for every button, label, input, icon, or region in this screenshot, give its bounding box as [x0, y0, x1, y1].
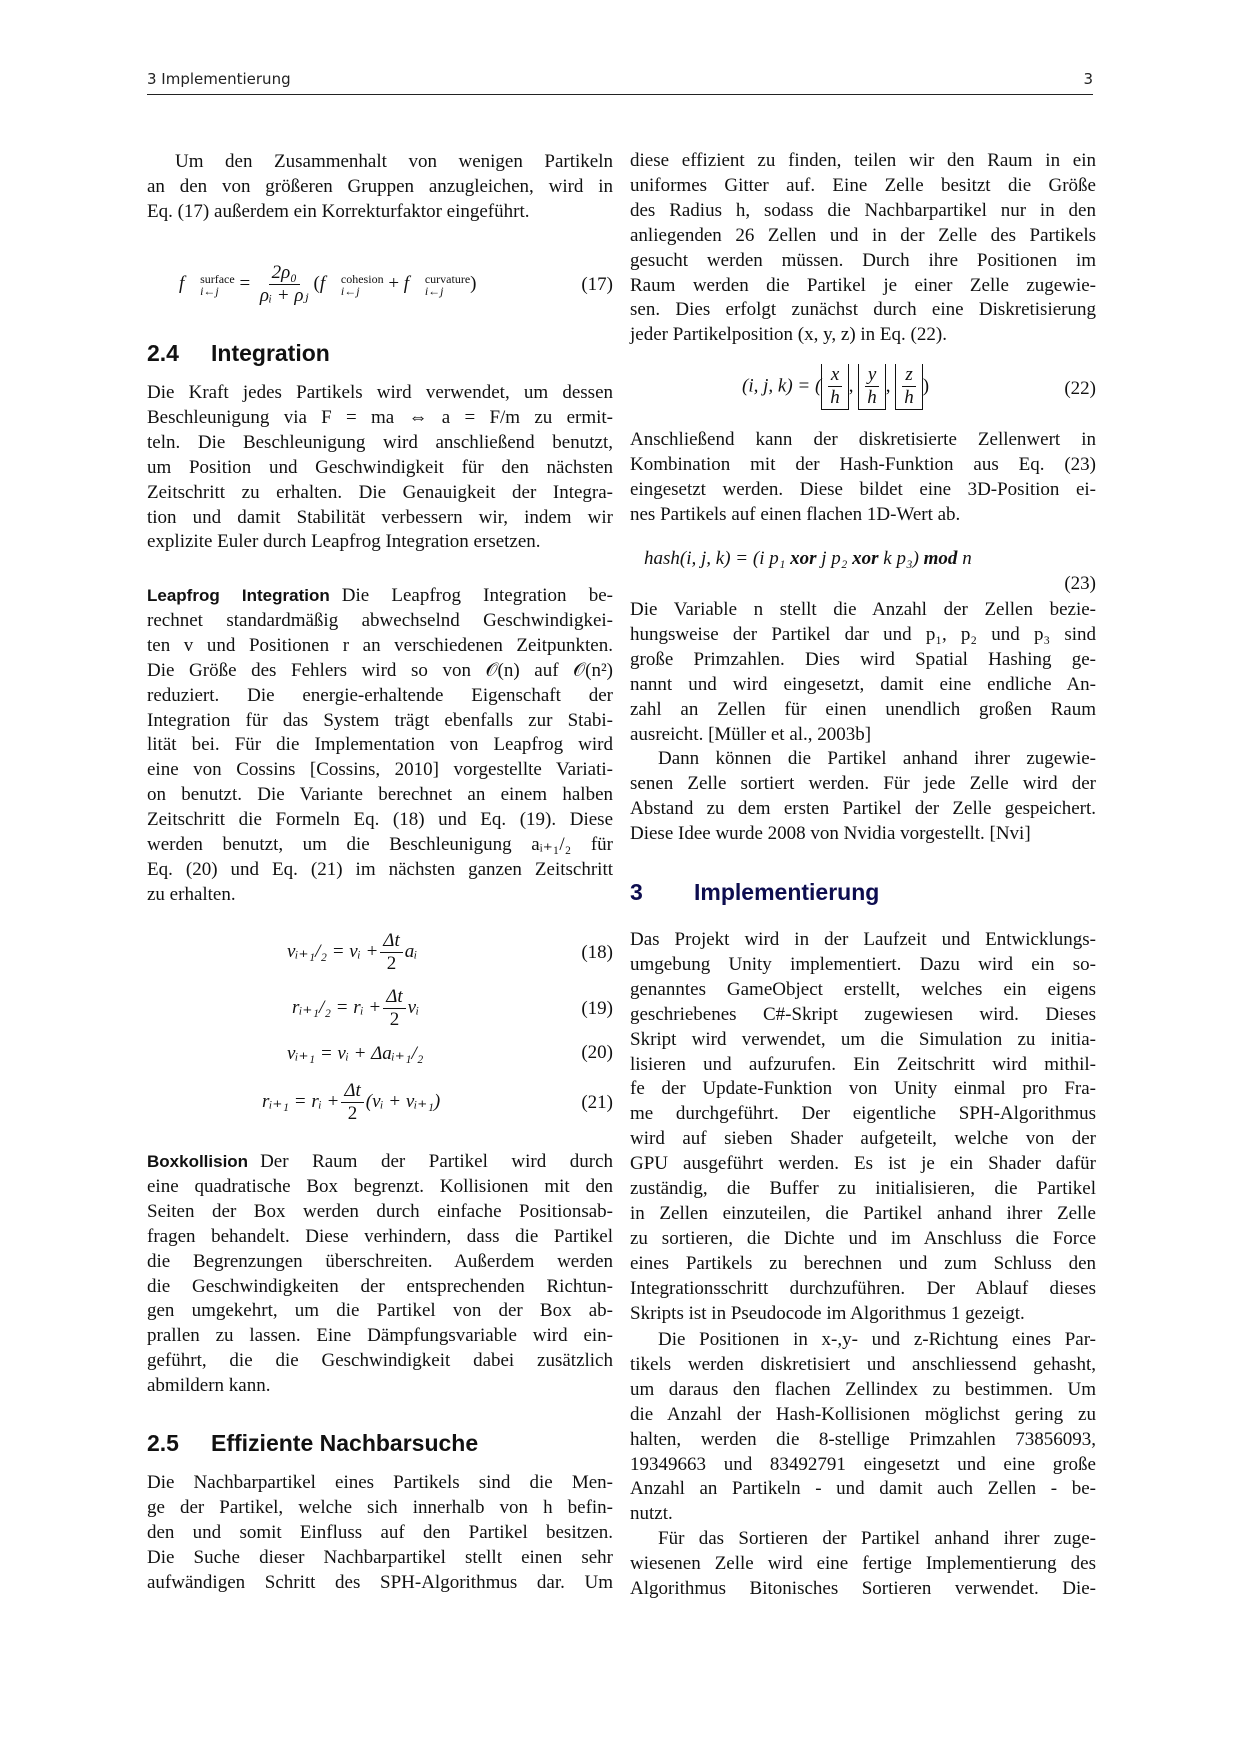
- line-text: explizite Euler durch Leapfrog Integration ersetzen.: [147, 531, 541, 553]
- text-line: [630, 1252, 1096, 1277]
- equation-part: [292, 986, 419, 1031]
- text-line: [630, 723, 1096, 748]
- paragraph: [630, 928, 1096, 1327]
- text-line: [147, 150, 613, 175]
- text-line: [630, 428, 1096, 453]
- equation-part: f⃗: [319, 272, 340, 294]
- equation-part: i←j: [340, 283, 360, 298]
- text-line: [147, 1275, 613, 1300]
- line-text: Die Suche dieser Nachbarpartikel stellt einen sehr: [147, 1546, 613, 1568]
- line-text: wiesenen Zelle wird eine fertige Implementierung des: [630, 1552, 1096, 1574]
- line-text: eine quadratische Box begrenzt. Kollisionen mit den: [147, 1175, 613, 1197]
- line-text: zu sortieren, die Dichte und im Anschluss die Force: [630, 1227, 1096, 1249]
- text-line: [630, 598, 1096, 623]
- text-line: [147, 1324, 613, 1349]
- text-line: [147, 1374, 613, 1399]
- line-text: geführt, die die Geschwindigkeit dabei zusätzlich: [147, 1350, 613, 1372]
- text-line: [147, 808, 613, 833]
- text-line: [147, 659, 613, 684]
- run-in-heading: Leapfrog Integration: [147, 586, 330, 605]
- run-in-heading: Boxkollision: [147, 1152, 249, 1171]
- equation-19: [147, 986, 613, 1030]
- text-line: [630, 797, 1096, 822]
- equation-part: aᵢ: [404, 940, 418, 962]
- text-line: [630, 1527, 1096, 1552]
- equation-part: ,: [848, 375, 854, 397]
- equation-part: Δt: [380, 930, 402, 953]
- line-text: Raum werden die Partikel je einer Zelle zugewie-: [630, 274, 1096, 296]
- line-text: uniformes Gitter auf. Eine Zelle besitzt die Größe: [630, 174, 1096, 196]
- equation-part: [644, 548, 972, 570]
- equation-part: z: [902, 364, 915, 387]
- text-line: [630, 1028, 1096, 1053]
- equation-part: i←j: [424, 283, 444, 298]
- section-heading-3: 3 Implementierung: [630, 879, 880, 905]
- paragraph-leapfrog: [147, 584, 613, 908]
- equation-part: =: [239, 272, 251, 294]
- line-text: Um den Zusammenhalt von wenigen Partikeln: [175, 151, 613, 172]
- text-line: [630, 298, 1096, 323]
- text-line: [147, 381, 613, 406]
- equation-part: rᵢ₊₁ = rᵢ +: [262, 1090, 340, 1112]
- text-line: [630, 478, 1096, 503]
- equation-part: rᵢ₊₁/₂ = rᵢ +: [292, 996, 382, 1018]
- text-line: [147, 1471, 613, 1496]
- line-text: zuständig, die Buffer zu initialisieren, die Partikel: [630, 1178, 1096, 1200]
- line-text: lität bei. Für die Implementation von Leapfrog wird: [147, 734, 613, 756]
- equation-part: surface: [200, 271, 235, 286]
- line-text: ten v und Positionen r an verschiedenen Zeitpunkten.: [147, 634, 613, 656]
- line-text: des Radius h, sodass die Nachbarpartikel nur in den: [630, 199, 1096, 221]
- text-line: [630, 1127, 1096, 1152]
- line-text: die Begrenzungen überschreiten. Außerdem werden: [147, 1250, 613, 1272]
- text-line: [147, 883, 613, 908]
- equation-part: vᵢ₊₁/₂ = vᵢ +: [287, 940, 379, 962]
- text-line: [630, 1453, 1096, 1478]
- equation-part: [262, 1080, 440, 1125]
- line-text: Eq. (17) außerdem ein Korrekturfaktor eingeführt.: [147, 200, 530, 222]
- equation-part: (18): [581, 942, 613, 963]
- line-text: hungsweise der Partikel dar und p₁, p₂ und p₃ sind: [630, 623, 1096, 645]
- paragraph: [630, 149, 1096, 348]
- equation-part: Δt: [341, 1080, 363, 1103]
- line-text: ge der Partikel, welche sich innerhalb von h befin-: [147, 1496, 613, 1518]
- line-text: Die Kraft jedes Partikels wird verwendet, um dessen: [147, 382, 613, 403]
- line-text: den und somit Einfluss auf den Partikel besitzen.: [147, 1521, 613, 1543]
- text-line: [147, 406, 613, 431]
- line-text: GPU ausgeführt werden. Es ist je ein Shader dafür: [630, 1153, 1096, 1175]
- equation-part: [901, 364, 917, 409]
- text-line: [630, 1552, 1096, 1577]
- line-text: Das Projekt wird in der Laufzeit und Entwicklungs-: [630, 929, 1096, 950]
- equation-part: [821, 364, 849, 410]
- line-text: jeder Partikelposition (x, y, z) in Eq. (22).: [630, 324, 947, 346]
- text-line: [630, 503, 1096, 528]
- line-text: an den von größeren Gruppen anzugleichen, wird in: [147, 175, 613, 197]
- text-line: [630, 1077, 1096, 1102]
- text-line: [147, 733, 613, 758]
- equation-part: [341, 273, 384, 297]
- paragraph-boxkollision: [147, 1150, 613, 1399]
- equation-part: x: [828, 364, 842, 387]
- equation-part: xor: [852, 548, 879, 569]
- line-text: Die Variable n stellt die Anzahl der Zellen bezie-: [630, 599, 1096, 620]
- line-text: teln. Die Beschleunigung wird anschließend benutzt,: [147, 431, 613, 453]
- equation-part: xor: [790, 548, 817, 569]
- equation-part: [200, 273, 235, 297]
- equation-part: 2ρ₀: [269, 262, 300, 285]
- text-line: [147, 506, 613, 531]
- equation-part: f⃗: [179, 272, 200, 294]
- equation-part: vᵢ₊₁ = vᵢ + Δaᵢ₊₁/₂: [287, 1043, 424, 1064]
- equation-part: ): [922, 375, 930, 397]
- line-text: eingesetzt werden. Diese bildet eine 3D-Position ei-: [630, 478, 1096, 500]
- equation-part: 2: [389, 1009, 400, 1030]
- equation-part: ,: [885, 375, 891, 397]
- equation-part: mod: [923, 548, 958, 569]
- equation-part: (: [313, 272, 320, 294]
- text-line: [147, 634, 613, 659]
- line-text: senen Zelle sortiert werden. Für jede Zelle wird der: [630, 772, 1096, 794]
- text-line: [147, 1250, 613, 1275]
- line-text: nes Partikels auf einen flachen 1D-Wert ab.: [630, 503, 961, 525]
- line-text: halten, werden die 8-stellige Primzahlen 73856093,: [630, 1428, 1096, 1450]
- equation-part: [179, 262, 476, 307]
- equation-part: [895, 364, 923, 410]
- text-line: [147, 530, 613, 555]
- equation-part: 2: [347, 1103, 358, 1124]
- equation-23: [630, 548, 1096, 598]
- text-line: [147, 1496, 613, 1521]
- line-text: lisieren und aufzurufen. Ein Zeitschritt wird mithil-: [630, 1053, 1096, 1075]
- equation-number: (17): [581, 274, 613, 295]
- line-text: eines Partikels zu berechnen und zum Schluss den: [630, 1252, 1096, 1274]
- section-heading-2-5: 2.5 Effiziente Nachbarsuche: [147, 1430, 479, 1456]
- text-line: [630, 1353, 1096, 1378]
- line-text: rechnet standardmäßig abwechselnd Geschwindigkei-: [147, 609, 613, 631]
- text-line: [147, 481, 613, 506]
- text-line: [630, 323, 1096, 348]
- text-line: [630, 928, 1096, 953]
- line-text: nutzt.: [630, 1503, 673, 1525]
- equation-part: j p₂: [821, 548, 848, 569]
- text-line: [147, 175, 613, 200]
- line-text: die Geschwindigkeiten der entsprechenden Richtun-: [147, 1275, 613, 1297]
- text-line: [630, 224, 1096, 249]
- line-text: Integration für das System trägt ebenfalls zur Stabi-: [147, 709, 613, 731]
- equation-20: [147, 1042, 613, 1082]
- equation-part: [742, 364, 929, 410]
- line-text: werden benutzt, um die Beschleunigung aᵢ₊₁/₂ für: [147, 834, 613, 856]
- text-line: [147, 1521, 613, 1546]
- text-line: [630, 249, 1096, 274]
- line-text: Anschließend kann der diskretisierte Zellenwert in: [630, 429, 1096, 450]
- text-line: [147, 758, 613, 783]
- text-line: [630, 1328, 1096, 1353]
- line-text: geschriebenes C#-Skript zugewiesen wird. Dieses: [630, 1003, 1096, 1025]
- equation-part: h: [867, 387, 877, 408]
- text-line: [630, 623, 1096, 648]
- equation-part: [380, 930, 402, 975]
- equation-part: hash(i, j, k) = (i p₁: [644, 548, 786, 569]
- line-text: Für das Sortieren der Partikel anhand ihrer zuge-: [658, 1528, 1096, 1549]
- line-text: 19349663 und 83492791 eingesetzt und eine große: [630, 1453, 1096, 1475]
- text-line: [630, 772, 1096, 797]
- text-line: [147, 783, 613, 808]
- line-text: abmildern kann.: [147, 1375, 271, 1397]
- text-line: [630, 1477, 1096, 1502]
- equation-part: (21): [581, 1092, 613, 1113]
- text-line: [147, 1200, 613, 1225]
- line-text: Zeitschritt zu erhalten. Die Genauigkeit der Integra-: [147, 481, 613, 503]
- equation-17: [147, 262, 613, 306]
- line-text: Skript wird verwendet, um die Simulation zu initia-: [630, 1028, 1096, 1050]
- paragraph: [147, 381, 613, 555]
- text-line: [147, 1150, 613, 1175]
- equation-part: [858, 364, 886, 410]
- text-line: [147, 684, 613, 709]
- equation-part: [827, 364, 843, 409]
- header-rule: [147, 94, 1093, 95]
- equation-part: i←j: [200, 283, 219, 298]
- line-text: Seiten der Box werden durch einfache Positionsab-: [147, 1200, 613, 1222]
- text-line: [147, 431, 613, 456]
- line-text: Skripts ist in Pseudocode im Algorithmus 1 gezeigt.: [630, 1302, 1025, 1324]
- line-text: on benutzt. Die Variante berechnet an einem halben: [147, 784, 613, 806]
- equation-part: curvature: [424, 271, 471, 286]
- text-line: [630, 978, 1096, 1003]
- line-text: reduziert. Die energie-erhaltende Eigenschaft der: [147, 684, 613, 706]
- equation-part: +: [388, 272, 400, 294]
- line-text: Kombination mit der Hash-Funktion aus Eq. (23): [630, 453, 1096, 475]
- text-line: [630, 1302, 1096, 1327]
- text-line: [147, 609, 613, 634]
- line-text: Dann können die Partikel anhand ihrer zugewie-: [658, 748, 1096, 769]
- text-line: [147, 1349, 613, 1374]
- line-text: nannt und wird eingesetzt, damit eine endliche An-: [630, 673, 1096, 695]
- running-header-section: 3 Implementierung: [147, 70, 291, 88]
- line-text: große Primzahlen. Dies wird Spatial Hashing ge-: [630, 648, 1096, 670]
- paragraph: [630, 747, 1096, 847]
- line-text: in Zellen einzuteilen, die Partikel anhand ihrer Zelle: [630, 1202, 1096, 1224]
- text-line: [630, 1003, 1096, 1028]
- text-line: [630, 747, 1096, 772]
- equation-part: (19): [581, 998, 613, 1019]
- text-line: [630, 274, 1096, 299]
- text-line: [630, 1577, 1096, 1602]
- line-text: Die Positionen in x-,y- und z-Richtung eines Par-: [658, 1329, 1096, 1350]
- line-text: wird auf sieben Shader aufgeteilt, welche von der: [630, 1128, 1096, 1150]
- text-line: [147, 1546, 613, 1571]
- line-text: tion und damit Stabilität verbessern wir, indem wir: [147, 506, 613, 528]
- text-line: [630, 1177, 1096, 1202]
- text-line: [630, 1502, 1096, 1527]
- line-text: Zeitschritt die Formeln Eq. (18) und Eq. (19). Diese: [147, 809, 613, 831]
- page-number: 3: [1083, 70, 1093, 88]
- equation-part: [425, 273, 470, 297]
- text-line: [630, 1227, 1096, 1252]
- text-line: [147, 1225, 613, 1250]
- equation-18: [147, 930, 613, 974]
- line-text: Die Nachbarpartikel eines Partikels sind die Men-: [147, 1472, 613, 1493]
- equation-part: (22): [1064, 378, 1096, 399]
- line-text: aufwändigen Schritt des SPH-Algorithmus dar. Um: [147, 1571, 613, 1593]
- line-text: die Anzahl der Hash-Kollisionen möglichst gering zu: [630, 1403, 1096, 1425]
- equation-21: [147, 1080, 613, 1124]
- line-text: Integrationsschritt durchzuführen. Der Ablauf dieses: [630, 1277, 1096, 1299]
- paragraph: [147, 150, 613, 225]
- equation-part: [383, 986, 405, 1031]
- line-text: Algorithmus Bitonisches Sortieren verwendet. Die-: [630, 1577, 1096, 1599]
- line-text: Beschleunigung via F = ma ⇔ a = F/m zu ermit-: [147, 406, 613, 428]
- line-text: me durchgeführt. Der eigentliche SPH-Algorithmus: [630, 1103, 1096, 1125]
- text-line: [147, 584, 613, 609]
- line-text: gesucht werden müssen. Durch ihre Positionen im: [630, 249, 1096, 271]
- equation-part: Δt: [383, 986, 405, 1009]
- line-text: tikels werden diskretisiert und anschliessend gehasht,: [630, 1353, 1096, 1375]
- equation-part: h: [830, 387, 840, 408]
- paragraph: [630, 598, 1096, 747]
- equation-part: cohesion: [340, 271, 384, 286]
- paragraph: [630, 1328, 1096, 1527]
- text-line: [147, 200, 613, 225]
- equation-part: [341, 1080, 363, 1125]
- line-text: zu erhalten.: [147, 883, 236, 905]
- line-text: genanntes GameObject erstellt, welches ein eigens: [630, 978, 1096, 1000]
- line-text: Eq. (20) und Eq. (21) im nächsten ganzen Zeitschritt: [147, 858, 613, 880]
- text-line: [630, 1428, 1096, 1453]
- text-line: [630, 199, 1096, 224]
- line-text: eine von Cossins [Cossins, 2010] vorgestellte Variati-: [147, 759, 613, 781]
- equation-part: (20): [581, 1042, 613, 1063]
- line-text: umgebung Unity implementiert. Dazu wird ein so-: [630, 953, 1096, 975]
- text-line: [630, 673, 1096, 698]
- line-text: prallen zu lassen. Eine Dämpfungsvariable wird ein-: [147, 1325, 613, 1347]
- equation-part: k p₃): [883, 548, 919, 569]
- line-text: Anzahl an Partikeln - und damit auch Zellen - be-: [630, 1478, 1096, 1500]
- text-line: [630, 1202, 1096, 1227]
- text-line: [147, 456, 613, 481]
- line-text: diese effizient zu finden, teilen wir den Raum in ein: [630, 150, 1096, 171]
- text-line: [147, 1299, 613, 1324]
- line-text: um Position und Geschwindigkeit für den nächsten: [147, 456, 613, 478]
- equation-part: [257, 262, 312, 307]
- section-heading-2-4: 2.4 Integration: [147, 340, 330, 366]
- line-text: gen umgekehrt, um die Partikel von der Box ab-: [147, 1300, 613, 1322]
- line-text: zahl an Zellen für einen unendlich großen Raum: [630, 698, 1096, 720]
- equation-part: n: [962, 548, 972, 569]
- line-text: um daraus den flachen Zellindex zu bestimmen. Um: [630, 1378, 1096, 1400]
- text-line: [147, 1175, 613, 1200]
- equation-part: (vᵢ + vᵢ₊₁): [365, 1090, 441, 1112]
- text-line: [630, 453, 1096, 478]
- line-text: Diese Idee wurde 2008 von Nvidia vorgestellt. [Nvi]: [630, 822, 1031, 844]
- line-text: Der Raum der Partikel wird durch: [260, 1151, 613, 1172]
- equation-part: ρᵢ + ρⱼ: [259, 285, 309, 306]
- text-line: [630, 698, 1096, 723]
- text-line: [630, 953, 1096, 978]
- line-text: fragen behandelt. Diese verhindern, dass die Partikel: [147, 1225, 613, 1247]
- equation-part: [864, 364, 880, 409]
- equation-part: [287, 930, 417, 975]
- line-text: sen. Dies erfolgt zunächst durch eine Diskretisierung: [630, 299, 1096, 321]
- equation-part: vᵢ: [407, 996, 420, 1018]
- text-line: [147, 709, 613, 734]
- text-line: [147, 858, 613, 883]
- line-text: Abstand zu dem ersten Partikel der Zelle gespeichert.: [630, 797, 1096, 819]
- text-line: [630, 1053, 1096, 1078]
- line-text: anliegenden 26 Zellen und in der Zelle des Partikels: [630, 224, 1096, 246]
- line-text: fe der Update-Funktion von Unity einmal pro Fra-: [630, 1078, 1096, 1100]
- text-line: [147, 833, 613, 858]
- paragraph: [630, 428, 1096, 528]
- paragraph: [147, 1471, 613, 1596]
- text-line: [630, 822, 1096, 847]
- paragraph: [630, 1527, 1096, 1602]
- equation-part: 2: [386, 953, 397, 974]
- line-text: Die Größe des Fehlers wird so von 𝒪(n) auf 𝒪(n²): [147, 659, 613, 681]
- text-line: [630, 1378, 1096, 1403]
- equation-part: ): [470, 272, 477, 294]
- text-line: [630, 1277, 1096, 1302]
- text-line: [630, 1152, 1096, 1177]
- line-text: ausreicht. [Müller et al., 2003b]: [630, 723, 872, 745]
- text-line: [630, 174, 1096, 199]
- text-line: [630, 149, 1096, 174]
- equation-part: f⃗: [403, 272, 424, 294]
- text-line: [147, 1571, 613, 1596]
- equation-part: (23): [1064, 573, 1096, 594]
- equation-22: [630, 364, 1096, 414]
- equation-part: (i, j, k) = (: [742, 375, 822, 397]
- equation-part: y: [865, 364, 879, 387]
- text-line: [630, 1403, 1096, 1428]
- equation-part: h: [904, 387, 914, 408]
- line-text: Die Leapfrog Integration be-: [341, 585, 613, 606]
- text-line: [630, 648, 1096, 673]
- text-line: [630, 1102, 1096, 1127]
